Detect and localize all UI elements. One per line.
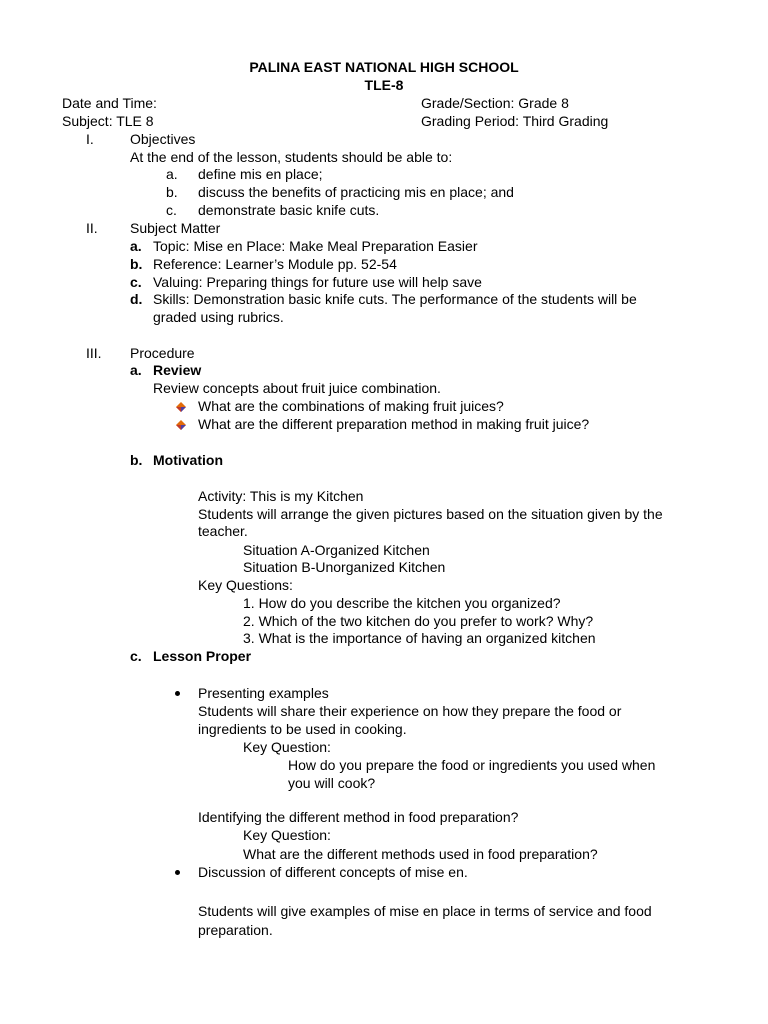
section-1-numeral: I. xyxy=(86,131,94,147)
subject-matter-item: Reference: Learner’s Module pp. 52-54 xyxy=(153,256,397,272)
key-questions-label: Key Questions: xyxy=(198,577,293,593)
diamond-bullet-icon xyxy=(176,402,186,412)
key-question: 3. What is the importance of having an organized kitchen xyxy=(243,630,596,646)
lesson-text: preparation. xyxy=(198,922,273,938)
subject-matter-letter: a. xyxy=(130,238,142,254)
key-question: How do you prepare the food or ingredients you used when xyxy=(288,757,656,773)
diamond-bullet-icon xyxy=(176,420,186,430)
motivation-description-continued: teacher. xyxy=(198,523,248,539)
section-3-numeral: III. xyxy=(86,345,102,361)
lesson-bullet: Presenting examples xyxy=(198,685,329,701)
subject-matter-letter: c. xyxy=(130,274,142,290)
key-question-label: Key Question: xyxy=(243,739,331,755)
bullet-dot-icon xyxy=(175,691,180,696)
key-question-label: Key Question: xyxy=(243,827,331,843)
review-bullet: What are the combinations of making fruit juices? xyxy=(198,398,504,414)
subject-matter-item-continued: graded using rubrics. xyxy=(153,309,284,325)
objective-item: define mis en place; xyxy=(198,166,323,182)
motivation-heading: Motivation xyxy=(153,452,223,468)
subject-matter-item: Skills: Demonstration basic knife cuts. The performance of the students will be xyxy=(153,291,637,307)
lesson-text: Identifying the different method in food preparation? xyxy=(198,809,519,825)
section-2-numeral: II. xyxy=(86,220,98,236)
lesson-bullet: Discussion of different concepts of mise en. xyxy=(198,864,468,880)
situation-item: Situation B-Unorganized Kitchen xyxy=(243,559,446,575)
lesson-text: Students will share their experience on how they prepare the food or xyxy=(198,703,622,719)
key-question: 1. How do you describe the kitchen you organized? xyxy=(243,595,561,611)
review-bullet: What are the different preparation method in making fruit juice? xyxy=(198,416,590,432)
bullet-dot-icon xyxy=(175,870,180,875)
objective-letter: a. xyxy=(166,166,178,182)
subject-matter-letter: d. xyxy=(130,291,143,307)
review-intro: Review concepts about fruit juice combination. xyxy=(153,380,441,396)
key-question: 2. Which of the two kitchen do you prefer to work? Why? xyxy=(243,613,594,629)
review-letter: a. xyxy=(130,362,142,378)
objective-item: discuss the benefits of practicing mis en place; and xyxy=(198,184,514,200)
motivation-activity: Activity: This is my Kitchen xyxy=(198,488,364,504)
review-heading: Review xyxy=(153,362,202,378)
subject-matter-letter: b. xyxy=(130,256,143,272)
section-3-title: Procedure xyxy=(130,345,195,361)
objectives-intro: At the end of the lesson, students should be able to: xyxy=(130,149,453,165)
grade-section: Grade/Section: Grade 8 xyxy=(421,95,569,111)
lesson-proper-heading: Lesson Proper xyxy=(153,648,252,664)
subject-line: Subject: TLE 8 xyxy=(62,113,154,129)
objective-letter: b. xyxy=(166,184,178,200)
motivation-description: Students will arrange the given pictures based on the situation given by the xyxy=(198,506,663,522)
school-name: PALINA EAST NATIONAL HIGH SCHOOL xyxy=(249,59,519,75)
motivation-letter: b. xyxy=(130,452,143,468)
section-1-title: Objectives xyxy=(130,131,196,147)
lesson-text: Students will give examples of mise en place in terms of service and food xyxy=(198,903,652,919)
situation-item: Situation A-Organized Kitchen xyxy=(243,542,430,558)
subject-matter-item: Topic: Mise en Place: Make Meal Preparation Easier xyxy=(153,238,478,254)
date-time-label: Date and Time: xyxy=(62,95,157,111)
key-question-continued: you will cook? xyxy=(288,775,376,791)
grading-period: Grading Period: Third Grading xyxy=(421,113,609,129)
key-question: What are the different methods used in food preparation? xyxy=(243,846,598,862)
subject-matter-item: Valuing: Preparing things for future use will help save xyxy=(153,274,482,290)
objective-letter: c. xyxy=(166,202,177,218)
lesson-text: ingredients to be used in cooking. xyxy=(198,721,407,737)
section-2-title: Subject Matter xyxy=(130,220,221,236)
lesson-proper-letter: c. xyxy=(130,648,142,664)
objective-item: demonstrate basic knife cuts. xyxy=(198,202,380,218)
document-subtitle: TLE-8 xyxy=(364,77,404,93)
